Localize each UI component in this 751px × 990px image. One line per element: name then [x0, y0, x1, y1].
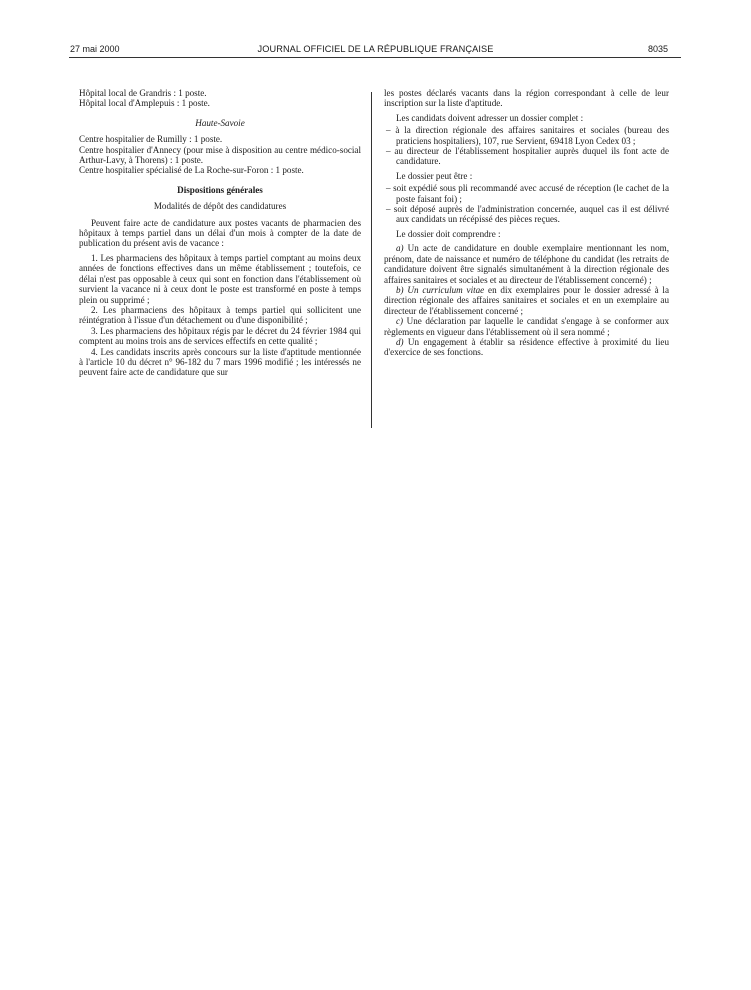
hospital-line: Hôpital local de Grandris : 1 poste.	[79, 88, 207, 98]
paragraph: 2. Les pharmaciens des hôpitaux à temps partiel qui sollicitent une réintégration à l'issue d'un détachement ou d'une disponibilité ;	[79, 304, 361, 326]
page-number: 8035	[647, 44, 668, 54]
item-letter: a)	[396, 243, 404, 254]
journal-title: JOURNAL OFFICIEL DE LA RÉPUBLIQUE FRANÇAISE	[257, 44, 494, 54]
item-text: Un engagement à établir sa résidence effective à proximité du lieu d'exercice de ses fonctions.	[384, 336, 669, 358]
paragraph: Peuvent faire acte de candidature aux postes vacants de pharmacien des hôpitaux à temps partiel dans un délai d'un mois à compter de la date de publication du présent avis de vacance :	[79, 217, 361, 249]
item-text: en dix exemplaires pour le dossier adressé à la direction régionale des affaires sanitaires et sociales et en un exemplaire au directeur de l'établissement concerné ;	[384, 284, 669, 316]
paragraph: Les candidats doivent adresser un dossier complet :	[396, 112, 584, 123]
list-item: – soit déposé auprès de l'administration concernée, auquel cas il est délivré aux candidats un récépissé des pièces reçues.	[386, 204, 669, 225]
list-item	[384, 285, 669, 316]
item-letter: c)	[396, 316, 404, 327]
hospital-line: Centre hospitalier de Rumilly : 1 poste.	[79, 134, 223, 145]
hospital-line: Centre hospitalier spécialisé de La Roche-sur-Foron : 1 poste.	[79, 165, 304, 176]
item-letter: b)	[396, 284, 404, 295]
subsection-title: Modalités de dépôt des candidatures	[153, 201, 287, 212]
paragraph: 3. Les pharmaciens des hôpitaux régis par le décret du 24 février 1984 qui comptent au moins trois ans de services effectifs en cette qualité ;	[79, 325, 361, 347]
list-item: – soit expédié sous pli recommandé avec accusé de réception (le cachet de la poste faisant foi) ;	[386, 183, 669, 204]
paragraph: les postes déclarés vacants dans la région correspondant à celle de leur inscription sur la liste d'aptitude.	[384, 88, 669, 109]
column-divider	[371, 92, 372, 428]
paragraph: Le dossier peut être :	[396, 170, 473, 181]
header-rule	[69, 57, 681, 58]
list-item	[384, 337, 669, 358]
item-letter: d)	[396, 336, 404, 347]
item-lead: Un curriculum vitae	[407, 284, 485, 295]
page-date: 27 mai 2000	[70, 44, 120, 54]
item-text: Un acte de candidature en double exemplaire mentionnant les nom, prénom, date de naissance et numéro de téléphone du candidat (les retraits de candidature doivent être signalés simultanément à la direction régionale des affaires sanitaires et sociales et au directeur de l'établissement concerné) ;	[384, 243, 669, 285]
item-text: Une déclaration par laquelle le candidat s'engage à se conformer aux règlements en vigueur dans l'établissement où il sera nommé ;	[384, 316, 670, 337]
list-item: – à la direction régionale des affaires sanitaires et sociales (bureau des praticiens hospitaliers), 107, rue Servient, 69418 Lyon Cedex 03 ;	[386, 125, 669, 146]
paragraph: 4. Les candidats inscrits après concours sur la liste d'aptitude mentionnée à l'article 10 du décret n° 96-182 du 7 mars 1996 modifié ; les intéressés ne peuvent faire acte de candidature que sur	[79, 346, 361, 378]
paragraph: Le dossier doit comprendre :	[396, 228, 501, 239]
list-item	[384, 243, 669, 285]
left-column	[79, 88, 361, 378]
list-item: – au directeur de l'établissement hospitalier auprès duquel ils font acte de candidature.	[386, 146, 669, 167]
envoi-list	[384, 183, 669, 225]
section-title: Dispositions générales	[177, 184, 263, 195]
list-item	[384, 316, 669, 337]
right-column	[384, 88, 669, 358]
paragraph: 1. Les pharmaciens des hôpitaux à temps partiel comptant au moins deux années de fonctions effectives dans un même établissement ; toutefois, ce délai n'est pas opposable à ceux qui sont en fonction dans l'établissement où survient la vacance ni à ceux dont le poste est transformé en poste à temps plein ou supprimé ;	[79, 252, 361, 305]
region-title: Haute-Savoie	[195, 117, 245, 128]
hospital-line: Hôpital local d'Amplepuis : 1 poste.	[79, 98, 210, 109]
dossier-list	[384, 125, 669, 167]
hospital-line: Centre hospitalier d'Annecy (pour mise à disposition au centre médico-social Arthur-Lavy, à Thorens) : 1 poste.	[79, 144, 361, 166]
